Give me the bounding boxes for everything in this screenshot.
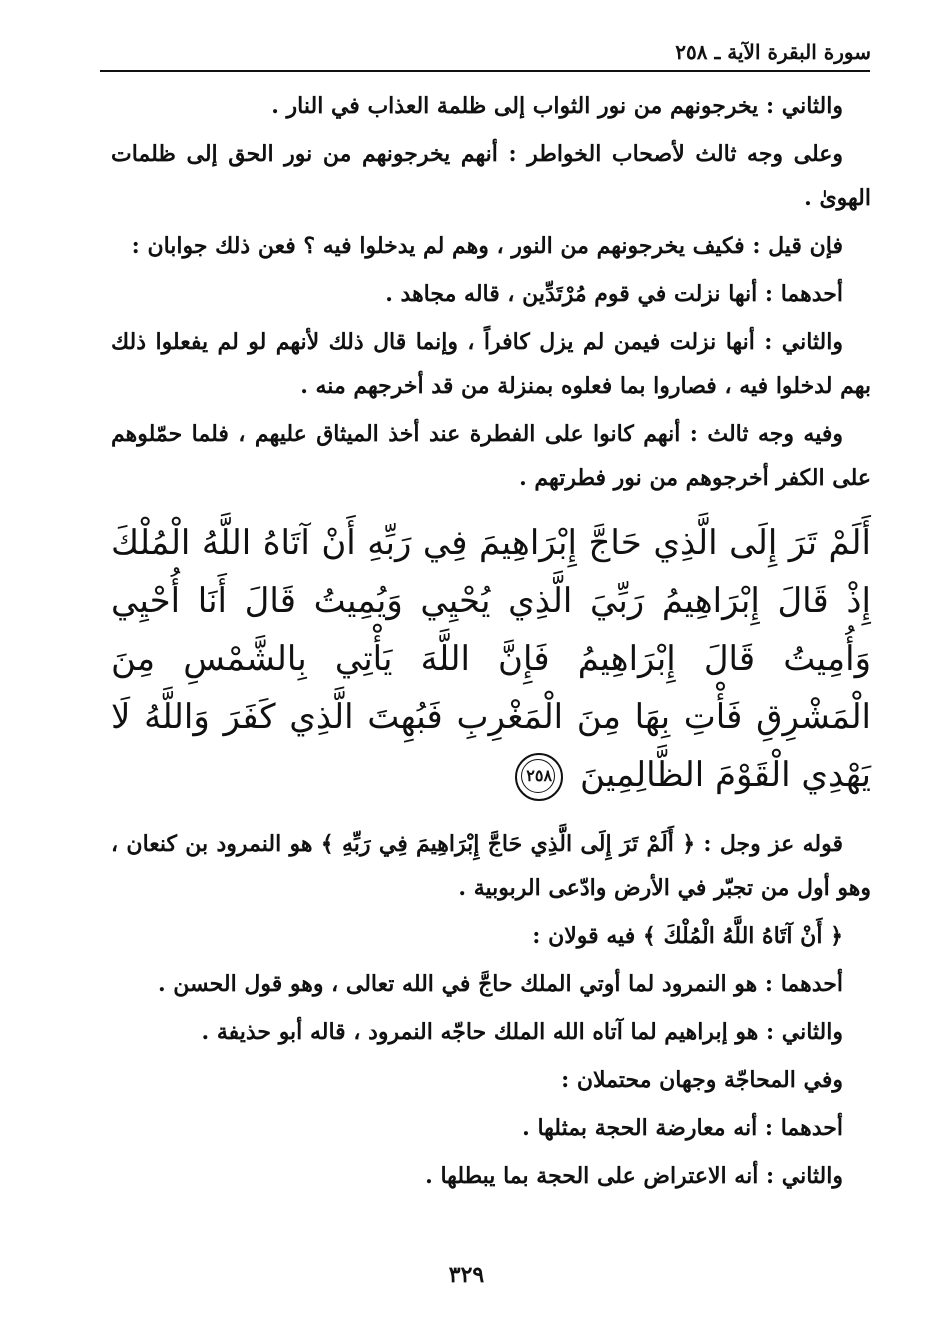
quran-verse [111,514,871,804]
paragraph: ﴿ أَنْ آتَاهُ اللَّهُ الْمُلْكَ ﴾ فيه قولان : [532,923,843,949]
page-body [111,84,871,1202]
paragraph: والثاني : يخرجونهم من نور الثواب إلى ظلمة العذاب في النار . [271,93,843,119]
header-rule [100,70,870,72]
paragraph: فإن قيل : فكيف يخرجونهم من النور ، وهم لم يدخلوا فيه ؟ فعن ذلك جوابان : [131,233,843,259]
paragraph: والثاني : أنه الاعتراض على الحجة بما يبطلها . [425,1163,843,1189]
paragraph: والثاني : أنها نزلت فيمن لم يزل كافراً ، وإنما قال ذلك لأنهم لو لم يفعلوا ذلك بهم لدخلوا فيه ، فصاروا بما فعلوه بمنزلة من قد أخرجهم منه . [111,329,871,399]
verse-text: أَلَمْ تَرَ إِلَى الَّذِي حَاجَّ إِبْرَاهِيمَ فِي رَبِّهِ أَنْ آتَاهُ اللَّهُ الْمُلْكَ إِذْ قَالَ إِبْرَاهِيمُ رَبِّيَ الَّذِي يُحْيِي وَيُمِيتُ قَالَ أَنَا أُحْيِي وَأُمِيتُ قَالَ إِبْرَاهِيمُ فَإِنَّ اللَّهَ يَأْتِي بِالشَّمْسِ مِنَ الْمَشْرِقِ فَأْتِ بِهَا مِنَ الْمَغْرِبِ فَبُهِتَ الَّذِي كَفَرَ وَاللَّهُ لَا يَهْدِي الْقَوْمَ الظَّالِمِينَ [111,523,871,795]
paragraph: قوله عز وجل : ﴿ أَلَمْ تَرَ إِلَى الَّذِي حَاجَّ إِبْرَاهِيمَ فِي رَبِّهِ ﴾ هو النمرود بن كنعان ، وهو أول من تجبّر في الأرض وادّعى الربوبية . [111,831,871,901]
paragraph: والثاني : هو إبراهيم لما آتاه الله الملك حاجّه النمرود ، قاله أبو حذيفة . [201,1019,843,1045]
page-number: ٣٢٩ [448,1262,485,1288]
paragraph: أحدهما : أنها نزلت في قوم مُرْتَدِّين ، قاله مجاهد . [385,281,843,307]
ayah-number-marker: ٢٥٨ [515,753,563,801]
paragraph: وفي المحاجّة وجهان محتملان : [561,1067,843,1093]
paragraph: وفيه وجه ثالث : أنهم كانوا على الفطرة عند أخذ الميثاق عليهم ، فلما حمّلوهم على الكفر أخرجوهم من نور فطرتهم . [111,421,871,491]
paragraph: وعلى وجه ثالث لأصحاب الخواطر : أنهم يخرجونهم من نور الحق إلى ظلمات الهوىٰ . [111,141,871,211]
paragraph: أحدهما : أنه معارضة الحجة بمثلها . [522,1115,843,1141]
paragraph: أحدهما : هو النمرود لما أوتي الملك حاجَّ في الله تعالى ، وهو قول الحسن . [157,971,843,997]
running-header: سورة البقرة الآية ـ ٢٥٨ [675,40,871,64]
